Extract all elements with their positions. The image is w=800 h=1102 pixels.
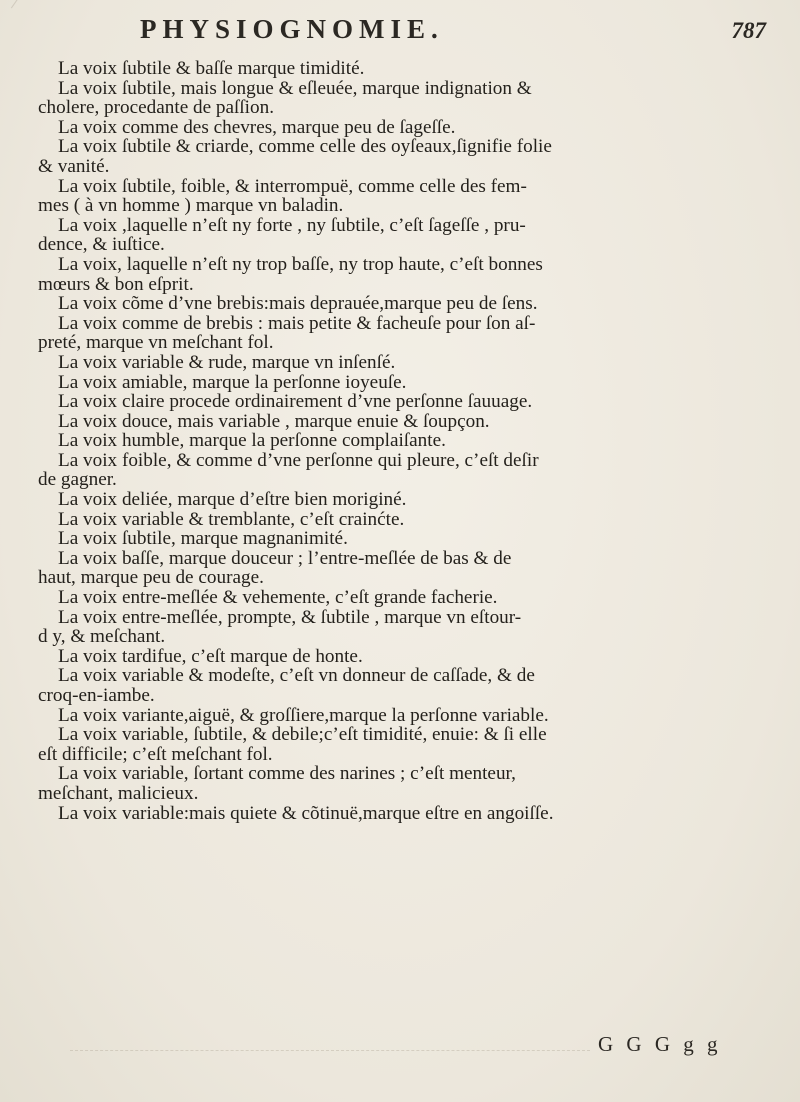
page-header	[140, 14, 780, 54]
text-line: La voix ,laquelle n’eſt ny forte , ny ſubtile, c’eſt ſageſſe , pru-	[58, 214, 526, 236]
text-line: La voix variable & modeſte, c’eſt vn donneur de caſſade, & de	[58, 665, 535, 687]
text-line: La voix ſubtile, mais longue & eſleuée, marque indignation &	[58, 77, 532, 99]
text-line: La voix variable & rude, marque vn inſenſé.	[58, 351, 396, 373]
text-line: La voix ſubtile, foible, & interrompuë, comme celle des fem-	[58, 175, 527, 197]
text-line: La voix douce, mais variable , marque enuie & ſoupçon.	[58, 410, 490, 432]
text-line: La voix cõme d’vne brebis:mais deprauée,marque peu de ſens.	[58, 293, 538, 315]
text-line: La voix humble, marque la perſonne complaiſante.	[58, 430, 446, 452]
text-line: La voix variable:mais quiete & cõtinuë,marque eſtre en angoiſſe.	[58, 802, 554, 824]
page-corner-mark	[11, 0, 78, 43]
text-line: mœurs & bon eſprit.	[38, 273, 194, 295]
body-text	[38, 59, 778, 823]
text-line: eſt difficile; c’eſt meſchant fol.	[38, 743, 273, 765]
text-line: meſchant, malicieux.	[38, 782, 199, 804]
text-line: de gagner.	[38, 469, 117, 491]
text-line: haut, marque peu de courage.	[38, 567, 264, 589]
text-line: preté, marque vn meſchant fol.	[38, 332, 274, 354]
text-line: La voix, laquelle n’eſt ny trop baſſe, ny trop haute, c’eſt bonnes	[58, 253, 543, 275]
text-line: d y, & meſchant.	[38, 626, 166, 648]
text-line: La voix ſubtile & baſſe marque timidité.	[58, 58, 365, 79]
page-number: 787	[731, 18, 766, 43]
text-line: La voix claire procede ordinairement d’vne perſonne ſauuage.	[58, 391, 533, 413]
signature-mark: G G G g g	[598, 1032, 722, 1056]
text-line: La voix comme de brebis : mais petite & facheuſe pour ſon aſ-	[58, 312, 536, 334]
text-line: dence, & iuſtice.	[38, 234, 165, 256]
text-line: La voix variable, ſubtile, & debile;c’eſt timidité, enuie: & ſi elle	[58, 724, 547, 746]
text-line: mes ( à vn homme ) marque vn baladin.	[38, 195, 344, 217]
text-line: La voix ſubtile & criarde, comme celle des oyſeaux,ſignifie folie	[58, 136, 552, 158]
text-line: La voix entre-meſlée, prompte, & ſubtile , marque vn eſtour-	[58, 606, 522, 628]
bleed-through-line	[70, 1050, 590, 1051]
text-line: La voix variable, ſortant comme des narines ; c’eſt menteur,	[58, 763, 516, 785]
text-line: La voix variante,aiguë, & groſſiere,marque la perſonne variable.	[58, 704, 549, 726]
text-line: La voix variable & tremblante, c’eſt crainćte.	[58, 508, 405, 530]
text-line: La voix ſubtile, marque magnanimité.	[58, 528, 348, 550]
text-line: croq-en-iambe.	[38, 685, 155, 706]
text-line: La voix amiable, marque la perſonne ioyeuſe.	[58, 371, 407, 393]
running-title: PHYSIOGNOMIE.	[140, 14, 444, 44]
text-line: La voix baſſe, marque douceur ; l’entre-meſlée de bas & de	[58, 547, 512, 569]
text-line: La voix deliée, marque d’eſtre bien moriginé.	[58, 489, 407, 511]
text-line: La voix tardifue, c’eſt marque de honte.	[58, 645, 363, 667]
text-line: La voix comme des chevres, marque peu de ſageſſe.	[58, 116, 456, 138]
text-line: La voix foible, & comme d’vne perſonne qui pleure, c’eſt deſir	[58, 449, 539, 471]
text-line: La voix entre-meſlée & vehemente, c’eſt grande facherie.	[58, 587, 498, 609]
text-line: cholere, procedante de paſſion.	[38, 97, 275, 119]
text-line: & vanité.	[38, 155, 110, 177]
